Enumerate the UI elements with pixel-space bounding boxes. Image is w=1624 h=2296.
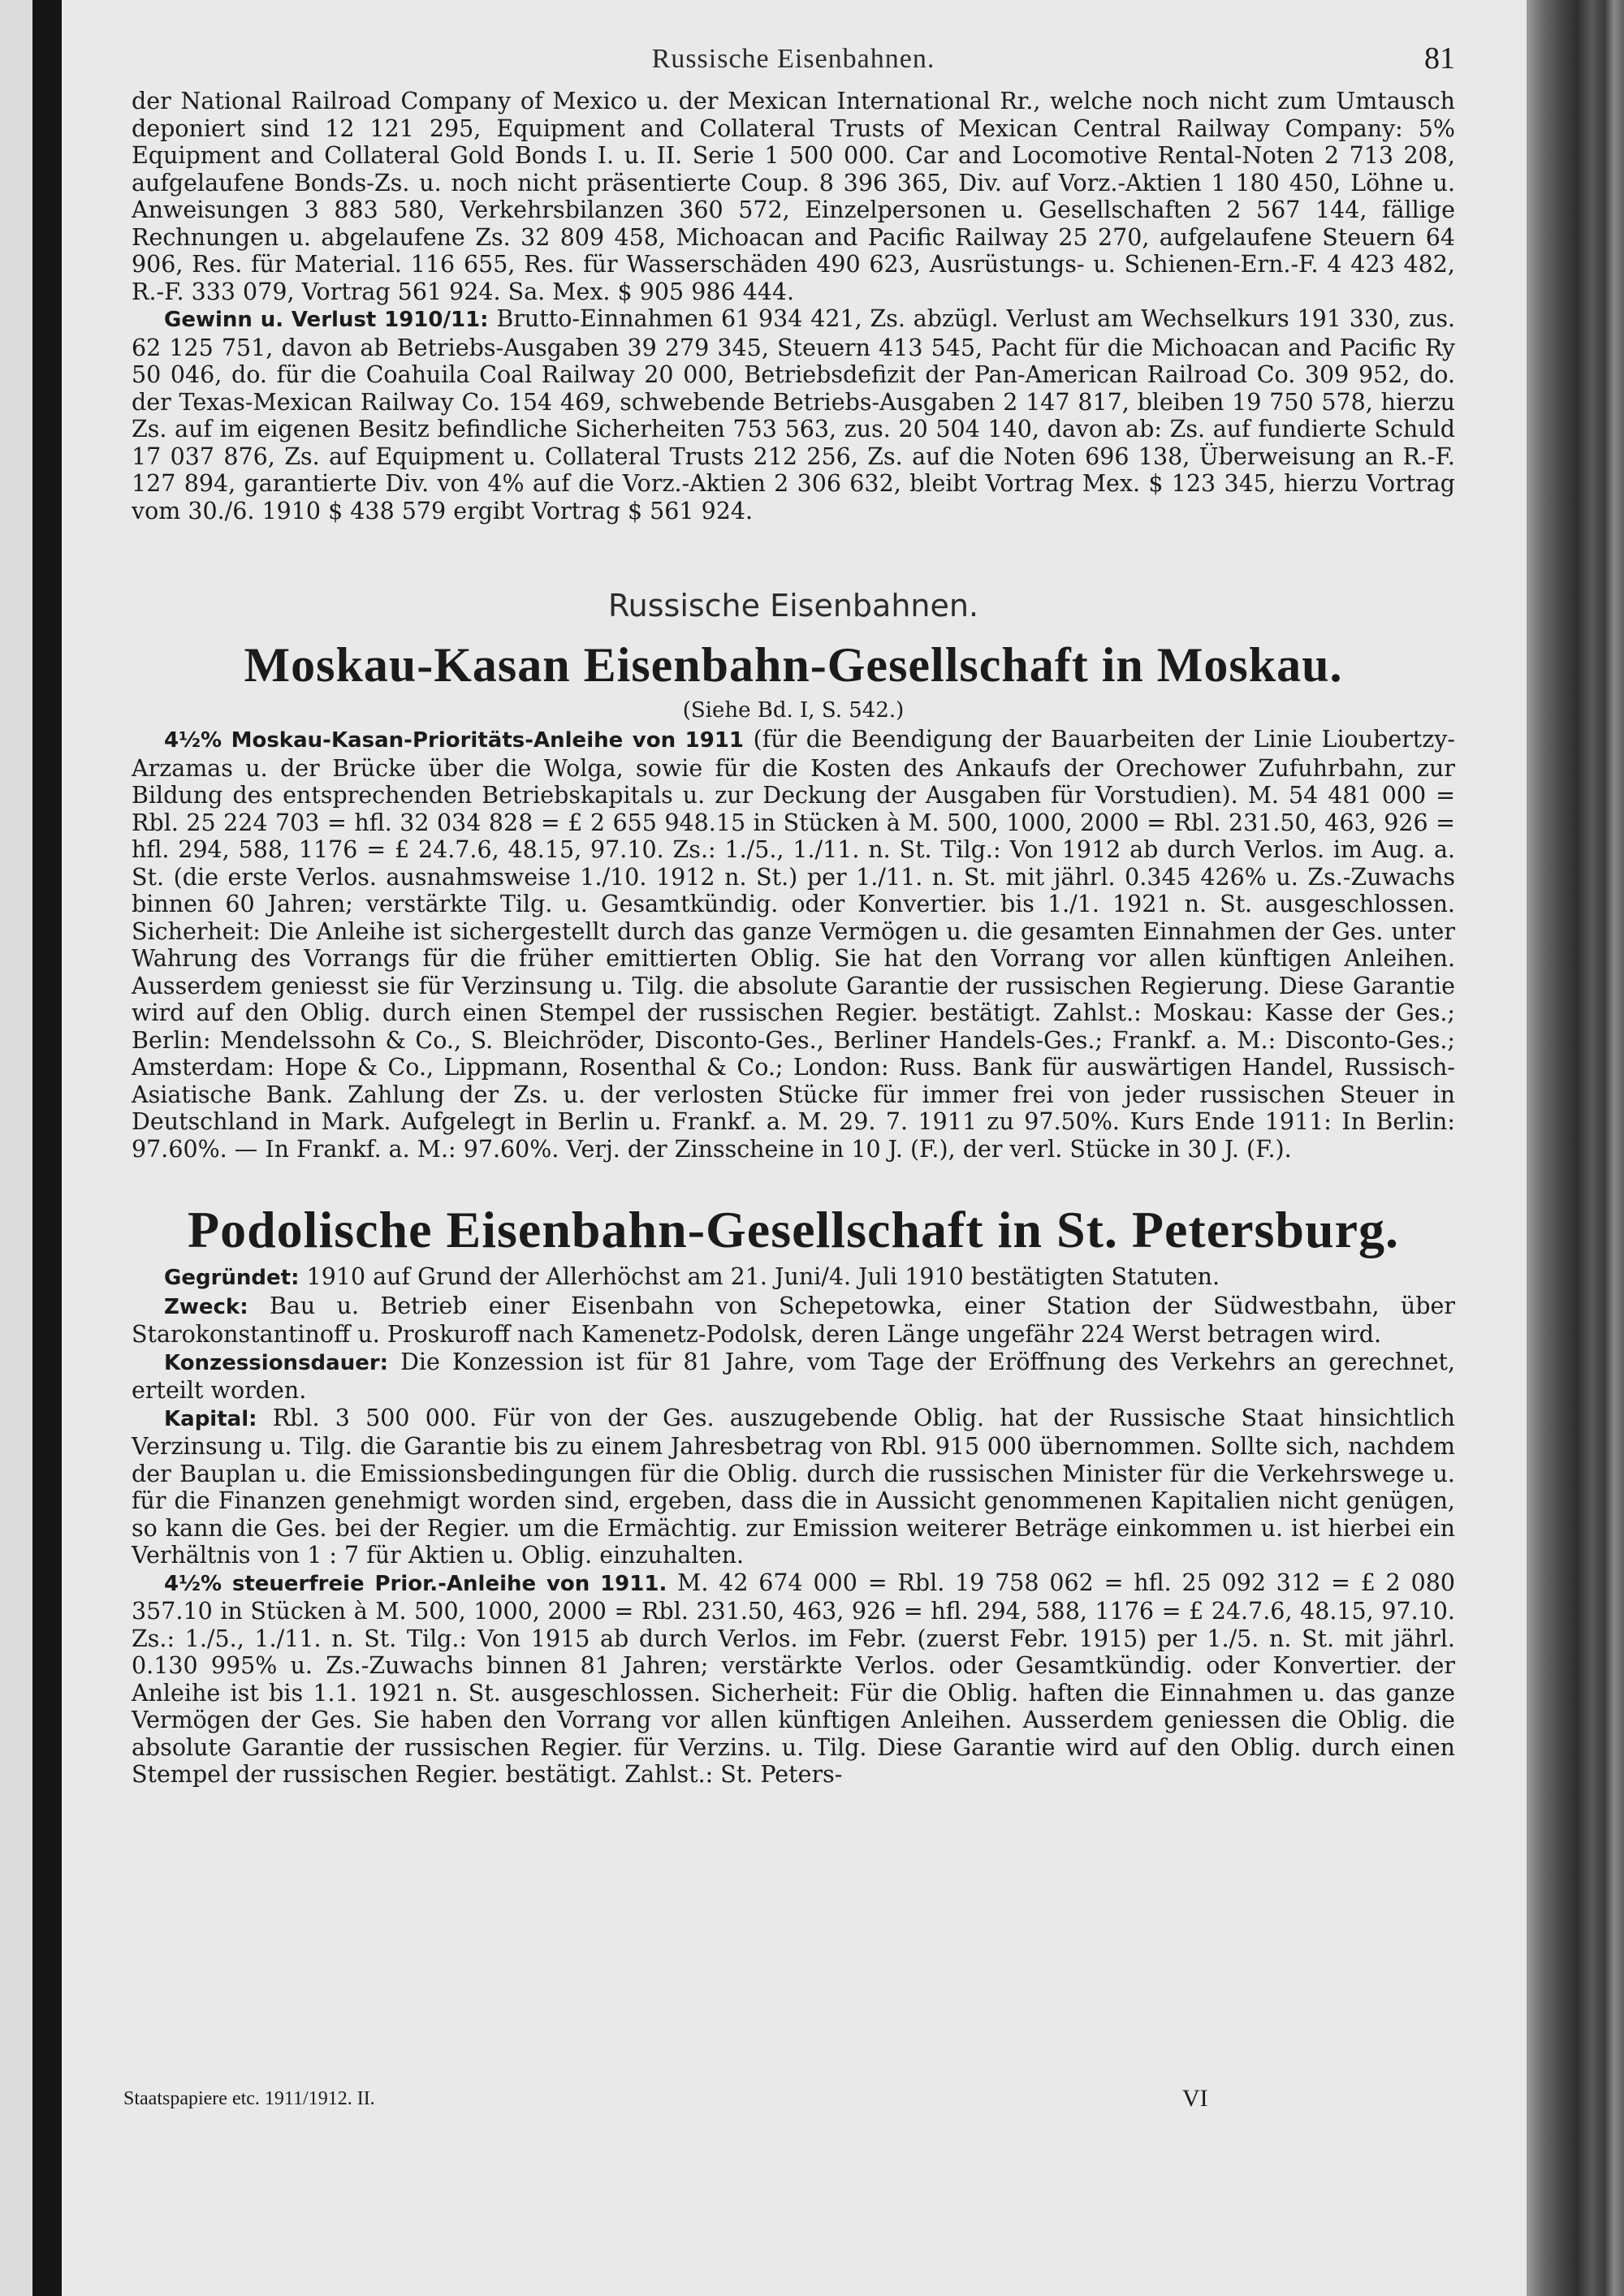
- kapital-text: Rbl. 3 500 000. Für von der Ges. auszugebende Oblig. hat der Russische Staat hinsichtlich Verzinsung u. Tilg. die Garantie bis zu einem Jahresbetrag von Rbl. 915 000 übernommen. Sollte sich, nachdem der Bauplan u. die Emissionsbedingungen für die Oblig. durch die russischen Minister für die Verkehrswege u. für die Finanzen genehmigt worden sind, ergeben, dass die in Aussicht genommenen Kapitalien nicht genügen, so kann die Ges. bei der Regier. um die Ermächtig. zur Emission weiterer Beträge einkommen u. ist hierbei ein Verhältnis von 1 : 7 für Aktien u. Oblig. einzuhalten.: [132, 1404, 1455, 1569]
- page-content: [132, 34, 1455, 1789]
- zweck-paragraph: [132, 1293, 1455, 1349]
- moskau-loan-label: 4½% Moskau-Kasan-Prioritäts-Anleihe von 1911: [164, 728, 745, 753]
- running-head-title: Russische Eisenbahnen.: [651, 44, 935, 74]
- gegruendet-text: 1910 auf Grund der Allerhöchst am 21. Juni/4. Juli 1910 bestätigten Statuten.: [306, 1263, 1220, 1290]
- book-page: [62, 0, 1527, 2296]
- konzession-paragraph: [132, 1349, 1455, 1405]
- continuation-paragraph: der National Railroad Company of Mexico u. der Mexican International Rr., welche noch nicht zum Umtausch deponiert sind 12 121 295, Equipment and Collateral Trusts of Mexican Central Railway Company: 5% Equipment and Collateral Gold Bonds I. u. II. Serie 1 500 000. Car and Locomotive Rental-Noten 2 713 208, aufgelaufene Bonds-Zs. u. noch nicht präsentierte Coup. 8 396 365, Div. auf Vorz.-Aktien 1 180 450, Löhne u. Anweisungen 3 883 580, Verkehrsbilanzen 360 572, Einzelpersonen u. Gesellschaften 2 567 144, fällige Rechnungen u. abgelaufene Zs. 32 809 458, Michoacan and Pacific Railway 25 270, aufgelaufene Steuern 64 906, Res. für Material. 116 655, Res. für Wasserschäden 490 623, Ausrüstungs- u. Schienen-Ern.-F. 4 423 482, R.-F. 333 079, Vortrag 561 924. Sa. Mex. $ 905 986 444.: [132, 88, 1455, 305]
- moskau-loan-text: (für die Beendigung der Bauarbeiten der Linie Lioubertzy-Arzamas u. der Brücke über die Wolga, sowie für die Kosten des Ankaufs der Orechower Zufuhrbahn, zur Bildung des entsprechenden Betriebskapitals u. zur Deckung der Ausgaben für Vorstudien). M. 54 481 000 = Rbl. 25 224 703 = hfl. 32 034 828 = £ 2 655 948.15 in Stücken à M. 500, 1000, 2000 = Rbl. 231.50, 463, 926 = hfl. 294, 588, 1176 = £ 24.7.6, 48.15, 97.10. Zs.: 1./5., 1./11. n. St. Tilg.: Von 1912 ab durch Verlos. im Aug. a. St. (die erste Verlos. ausnahmsweise 1./10. 1912 n. St.) per 1./11. n. St. mit jährl. 0.345 426% u. Zs.-Zuwachs binnen 60 Jahren; verstärkte Tilg. u. Gesamtkündig. oder Konvertier. bis 1./1. 1921 n. St. ausgeschlossen. Sicherheit: Die Anleihe ist sichergestellt durch das ganze Vermögen u. die gesamten Einnahmen der Ges. unter Wahrung des Vorrangs für die früher emittierten Oblig. Sie hat den Vorrang vor allen künftigen Anleihen. Ausserdem geniesst sie für Verzinsung u. Tilg. die absolute Garantie der russischen Regierung. Diese Garantie wird auf den Oblig. durch einen Stempel der russischen Regier. bestätigt. Zahlst.: Moskau: Kasse der Ges.; Berlin: Mendelssohn & Co., S. Bleichröder, Disconto-Ges., Berliner Handels-Ges.; Frankf. a. M.: Disconto-Ges.; Amsterdam: Hope & Co., Lippmann, Rosenthal & Co.; London: Russ. Bank für auswärtigen Handel, Russisch-Asiatische Bank. Zahlung der Zs. u. der verlosten Stücke für immer frei von jeder russischen Steuer in Deutschland in Mark. Aufgelegt in Berlin u. Frankf. a. M. 29. 7. 1911 zu 97.50%. Kurs Ende 1911: In Berlin: 97.60%. — In Frankf. a. M.: 97.60%. Verj. der Zinsscheine in 10 J. (F.), der verl. Stücke in 30 J. (F.).: [132, 726, 1456, 1163]
- page-footer: [62, 2085, 1527, 2121]
- company-title-podolische: Podolische Eisenbahn-Gesellschaft in St. Petersburg.: [187, 1201, 1400, 1258]
- company-title-moskau-kasan: Moskau-Kasan Eisenbahn-Gesellschaft in Moskau.: [244, 638, 1343, 692]
- gegruendet-label: Gegründet:: [164, 1266, 300, 1290]
- anleihe-paragraph: [132, 1569, 1455, 1789]
- gewinn-verlust-label: Gewinn u. Verlust 1910/11:: [164, 308, 489, 332]
- anleihe-label: 4½% steuerfreie Prior.-Anleihe von 1911.: [164, 1571, 667, 1596]
- anleihe-text: M. 42 674 000 = Rbl. 19 758 062 = hfl. 25 092 312 = £ 2 080 357.10 in Stücken à M. 500, 1000, 2000 = Rbl. 231.50, 463, 926 = hfl. 294, 588, 1176 = £ 24.7.6, 48.15, 97.10. Zs.: 1./5., 1./11. n. St. Tilg.: Von 1915 ab durch Verlos. im Febr. (zuerst Febr. 1915) per 1./5. n. St. mit jährl. 0.130 995% u. Zs.-Zuwachs binnen 81 Jahren; verstärkte Verlos. oder Gesamtkündig. oder Konvertier. der Anleihe ist bis 1.1. 1921 n. St. ausgeschlossen. Sicherheit: Für die Oblig. haften die Einnahmen u. das ganze Vermögen der Ges. Sie haben den Vorrang vor allen künftigen Anleihen. Ausserdem geniessen die Oblig. die absolute Garantie der russischen Regier. für Verzins. u. Tilg. Diese Garantie wird auf den Oblig. durch einen Stempel der russischen Regier. bestätigt. Zahlst.: St. Peters-: [132, 1569, 1456, 1788]
- gegruendet-paragraph: [132, 1263, 1455, 1293]
- section-kicker: Russische Eisenbahnen.: [607, 588, 979, 624]
- konzession-text: Die Konzession ist für 81 Jahre, vom Tage der Eröffnung des Verkehrs an gerechnet, erteilt worden.: [132, 1348, 1456, 1404]
- see-reference: (Siehe Bd. I, S. 542.): [682, 698, 905, 723]
- konzession-label: Konzessionsdauer:: [164, 1350, 389, 1375]
- running-head: [132, 34, 1455, 88]
- scan-border-left: [32, 0, 62, 2296]
- scan-edge-left: [0, 0, 34, 2296]
- kapital-label: Kapital:: [164, 1406, 257, 1431]
- footer-sheet-mark: VI: [1182, 2085, 1208, 2112]
- footer-signature: Staatspapiere etc. 1911/1912. II.: [123, 2088, 375, 2109]
- zweck-text: Bau u. Betrieb einer Eisenbahn von Schepetowka, einer Station der Südwestbahn, über Starokonstantinoff u. Proskuroff nach Kamenetz-Podolsk, deren Länge ungefähr 224 Werst betragen wird.: [132, 1292, 1455, 1348]
- page-number: 81: [1424, 41, 1455, 76]
- kapital-paragraph: [132, 1405, 1455, 1569]
- zweck-label: Zweck:: [164, 1294, 248, 1319]
- gewinn-verlust-paragraph: [132, 305, 1455, 524]
- book-gutter: [1527, 0, 1624, 2296]
- moskau-loan-paragraph: [132, 726, 1455, 1163]
- gewinn-verlust-text: Brutto-Einnahmen 61 934 421, Zs. abzügl. Verlust am Wechselkurs 191 330, zus. 62 125 751, davon ab Betriebs-Ausgaben 39 279 345, Steuern 413 545, Pacht für die Michoacan and Pacific Ry 50 046, do. für die Coahuila Coal Railway 20 000, Betriebsdefizit der Pan-American Railroad Co. 309 952, do. der Texas-Mexican Railway Co. 154 469, schwebende Betriebs-Ausgaben 2 147 817, bleiben 19 750 578, hierzu Zs. auf im eigenen Besitz befindliche Sicherheiten 753 563, zus. 20 504 140, davon ab: Zs. auf fundierte Schuld 17 037 876, Zs. auf Equipment u. Collateral Trusts 212 256, Zs. auf die Noten 696 138, Überweisung an R.-F. 127 894, garantierte Div. von 4% auf die Vorz.-Aktien 2 306 632, bleibt Vortrag Mex. $ 123 345, hierzu Vortrag vom 30./6. 1910 $ 438 579 ergibt Vortrag $ 561 924.: [132, 305, 1456, 524]
